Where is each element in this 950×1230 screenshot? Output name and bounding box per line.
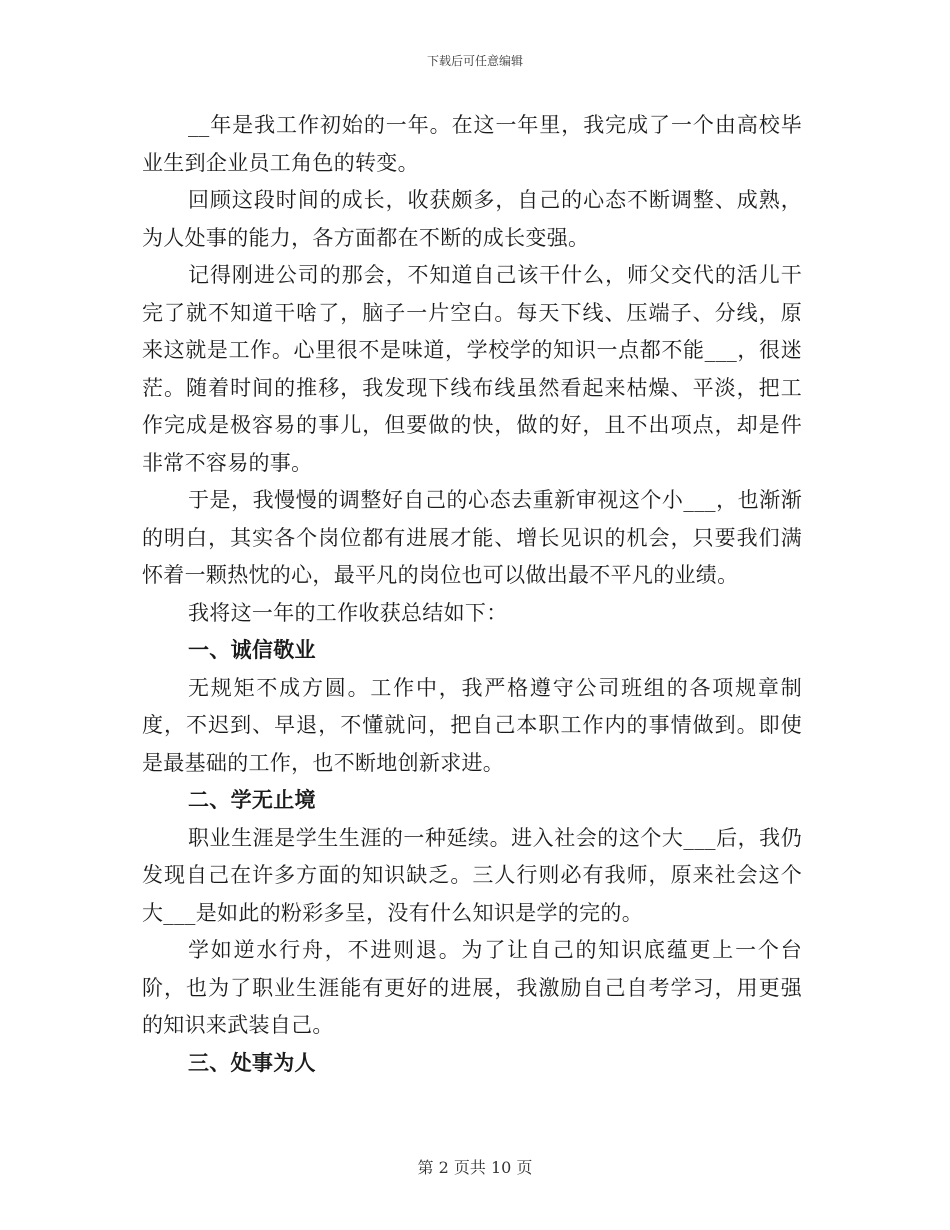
page-footer: 第 2 页共 10 页 (417, 1158, 533, 1177)
document-body (142, 107, 802, 1082)
paragraph: 学如逆水行舟，不进则退。为了让自己的知识底蕴更上一个台阶，也为了职业生涯能有更好的进展，我激励自己自考学习，用更强的知识来武装自己。 (142, 938, 802, 1037)
paragraph: 职业生涯是学生生涯的一种延续。进入社会的这个大___后，我仍发现自己在许多方面的知识缺乏。三人行则必有我师，原来社会这个大___是如此的粉彩多呈，没有什么知识是学的完的。 (142, 825, 802, 925)
paragraph: __年是我工作初始的一年。在这一年里，我完成了一个由高校毕业生到企业员工角色的转变。 (142, 113, 802, 175)
paragraph: 于是，我慢慢的调整好自己的心态去重新审视这个小___，也渐渐的明白，其实各个岗位都有进展才能、增长见识的机会，只要我们满怀着一颗热忱的心，最平凡的岗位也可以做出最不平凡的业绩。 (142, 488, 802, 587)
section-heading: 三、处事为人 (188, 1050, 316, 1075)
paragraph: 记得刚进公司的那会，不知道自己该干什么，师父交代的活儿干完了就不知道干啥了，脑子一片空白。每天下线、压端子、分线，原来这就是工作。心里很不是味道，学校学的知识一点都不能___，很迷茫。随着时间的推移，我发现下线布线虽然看起来枯燥、平淡，把工作完成是极容易的事儿，但要做的快，做的好，且不出项点，却是件非常不容易的事。 (142, 263, 802, 475)
section-heading: 一、诚信敬业 (188, 638, 316, 662)
section-heading: 二、学无止境 (188, 788, 316, 812)
paragraph: 我将这一年的工作收获总结如下： (188, 600, 508, 625)
paragraph: 无规矩不成方圆。工作中，我严格遵守公司班组的各项规章制度，不迟到、早退，不懂就问，把自己本职工作内的事情做到。即使是最基础的工作，也不断地创新求进。 (142, 675, 802, 775)
paragraph: 回顾这段时间的成长，收获颇多，自己的心态不断调整、成熟，为人处事的能力，各方面都在不断的成长变强。 (142, 188, 802, 250)
page-header: 下载后可任意编辑 (426, 54, 523, 68)
